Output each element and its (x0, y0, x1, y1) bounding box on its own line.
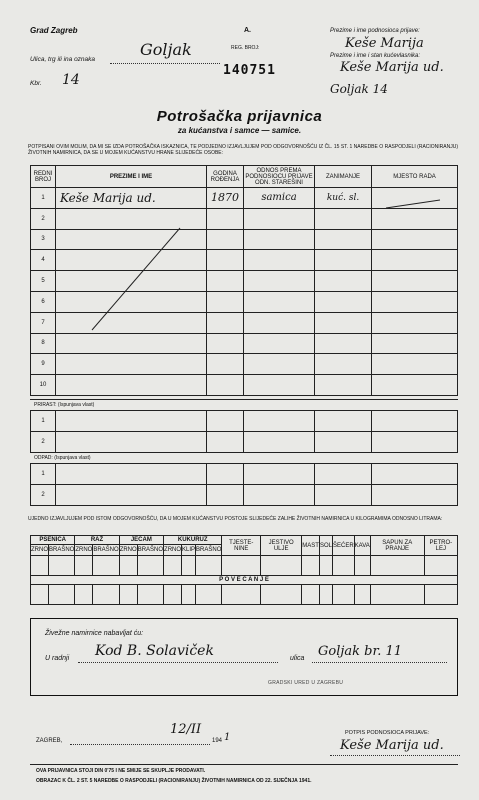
odpad_rows-empty-cell (315, 485, 372, 506)
supplies-intro: UJEDNO IZJAVLJUJEM POD ISTOM ODGOVORNOŠĆU, DA U MOJEM KUĆANSTVU POSTOJE SLIJEDEĆE ZALIHE ŽIVOTNIH NAMIRNICA U KILOGRAMIMA ODNOSNO LITRAMA: (28, 516, 443, 522)
purchase-street-value: Goljak br. 11 (318, 644, 403, 659)
supply-sub-header: BRAŠNO (137, 545, 163, 556)
supply-value-cell (49, 556, 75, 576)
supply-value-cell (31, 556, 49, 576)
supply-value-cell (370, 556, 424, 576)
supply-value-cell (332, 556, 354, 576)
year-suffix: 1 (224, 732, 231, 743)
household-label: Prezime i ime i stan kućevlasnika: (330, 53, 421, 59)
supply-sub-header: ZRNO (164, 545, 182, 556)
supply-value-cell (261, 585, 302, 605)
city-label: Grad Zagreb (30, 26, 78, 35)
supply-value-cell (75, 556, 93, 576)
supply-value-cell (182, 585, 196, 605)
supply-value-cell (137, 585, 163, 605)
signature-underline (330, 755, 460, 756)
street-label: Ulica, trg ili ina oznaka (30, 56, 96, 63)
supply-group-header: KUKURUZ (164, 536, 222, 545)
house-value: 14 (62, 72, 80, 88)
odpad_rows-empty-cell (56, 464, 207, 485)
person-num-cell: 1 (31, 188, 56, 209)
prirast_rows-empty-cell (315, 411, 372, 432)
supply-value-cell (49, 585, 75, 605)
applicant-name-value: Keše Marija (345, 36, 424, 51)
prirast_rows-empty-cell (372, 432, 458, 453)
person-num-cell: 9 (31, 354, 56, 375)
person-num-cell: 5 (31, 271, 56, 292)
supply-value-cell (182, 556, 196, 576)
supply-value-cell (222, 585, 261, 605)
col-name-header: PREZIME I IME (56, 166, 207, 188)
supply-value-cell (164, 556, 182, 576)
date-underline (70, 744, 210, 745)
prirast-table (30, 410, 458, 453)
shop-label: U radnji (45, 655, 70, 662)
supply-value-cell (222, 556, 261, 576)
supplies-values-row (31, 556, 458, 576)
prirast_rows-empty-cell (315, 432, 372, 453)
section-label: A. (244, 27, 251, 34)
supply-sub-header: ZRNO (31, 545, 49, 556)
supply-value-cell (196, 585, 222, 605)
odpad-label: ODPAD: (Ispunjava vlast) (34, 455, 91, 461)
reg-number: 140751 (223, 63, 276, 78)
prirast_rows-empty-cell (207, 432, 244, 453)
supply-value-cell (319, 585, 332, 605)
supply-value-cell (302, 556, 320, 576)
supply-value-cell (424, 585, 457, 605)
odpad_rows-row (31, 485, 458, 506)
supply-sub-header: ZRNO (75, 545, 93, 556)
shop-value: Kod B. Solaviček (95, 643, 214, 659)
prirast-divider (30, 399, 458, 400)
signature-value: Keše Marija ud. (340, 738, 444, 753)
purchase-title: Živežne namirnice nabavljat ću: (45, 630, 144, 637)
supply-item-header: KAVA (354, 536, 370, 556)
supplies-povecanje-row (31, 576, 458, 585)
prirast_rows-empty-cell (372, 411, 458, 432)
odpad_rows-row (31, 464, 458, 485)
col-relation-header: ODNOS PREMA PODNOSIOCU PRIJAVE ODN. STAREŠINI (245, 167, 313, 186)
supply-sub-header: ZRNO (119, 545, 137, 556)
prirast_rows-row (31, 411, 458, 432)
supply-sub-header: KLIP (182, 545, 196, 556)
strike-line-workplace (386, 200, 440, 208)
date-value: 12/II (170, 722, 202, 737)
shop-underline (78, 662, 278, 663)
supplies-group-row (31, 536, 458, 545)
col-occupation-header: ZANIMANJE (315, 166, 372, 188)
supply-item-header: PETRO-LEJ (424, 536, 457, 556)
strike-line-names (92, 228, 180, 330)
supply-value-cell (319, 556, 332, 576)
odpad_rows-empty-cell (56, 485, 207, 506)
supply-group-header: PŠENICA (31, 536, 75, 545)
office-stamp: GRADSKI URED U ZAGREBU (268, 680, 344, 686)
purchase-street-label: ulica (290, 655, 305, 662)
supply-value-cell (370, 585, 424, 605)
prirast_rows-empty-cell (56, 432, 207, 453)
person-occupation-cell: kuć. sl. (315, 188, 372, 209)
person-relation-cell: samica (244, 188, 315, 209)
supply-group-header: RAŽ (75, 536, 119, 545)
reg-label: REG. BROJ: (231, 45, 260, 51)
supplies-table (30, 535, 458, 605)
col-num-header: REDNI BROJ (31, 166, 56, 188)
supply-item-header: JESTIVO ULJE (261, 536, 302, 556)
supply-sub-header: BRAŠNO (93, 545, 119, 556)
supply-item-header: SAPUN ZA PRANJE (370, 536, 424, 556)
supply-value-cell (332, 585, 354, 605)
household-name-value: Keše Marija ud. (340, 60, 444, 75)
supply-group-header: JEČAM (119, 536, 163, 545)
supplies-increase-row (31, 585, 458, 605)
footer-note-price: OVA PRIJAVNICA STOJI DIN 0'75 I NE SMIJE SE SKUPLJE PRODAVATI. (36, 768, 206, 774)
prirast_rows-row (31, 432, 458, 453)
odpad_rows-empty-cell (372, 464, 458, 485)
person-num-cell: 10 (31, 375, 56, 396)
supply-sub-header: BRAŠNO (196, 545, 222, 556)
odpad_rows-num-cell: 2 (31, 485, 56, 506)
prirast_rows-empty-cell (207, 411, 244, 432)
supply-value-cell (196, 556, 222, 576)
prirast_rows-num-cell: 1 (31, 411, 56, 432)
applicant-name-label: Prezime i ime podnosioca prijave: (330, 28, 420, 34)
supply-value-cell (119, 585, 137, 605)
odpad_rows-empty-cell (372, 485, 458, 506)
prirast-label: PRIRAST: (Ispunjava vlast) (34, 402, 95, 408)
supply-value-cell (75, 585, 93, 605)
person-num-cell: 2 (31, 208, 56, 229)
odpad-table (30, 463, 458, 506)
prirast_rows-empty-cell (56, 411, 207, 432)
supply-value-cell (424, 556, 457, 576)
povecanje-label: P O V E Ć A N J E (31, 576, 458, 585)
house-label: Kbr. (30, 80, 42, 87)
supply-item-header: TJESTE-NINE (222, 536, 261, 556)
supply-value-cell (137, 556, 163, 576)
intro-text: POTPISANI OVIM MOLIM, DA MI SE IZDA POTROŠAČKA ISKAZNICA, TE PODJEDNO IZJAVLJUJEM POD ODGOVORNOŠĆU IZ ČL. 15 ST. 1 NAREDBE O RASPODJELI (RACIONIRANJU) ŽIVOTNIH NAMIRNICA, DA SE U MOJEM KUĆANSTVU HRANE SLIJEDEĆE OSOBE: (28, 144, 458, 156)
person-name-cell: Keše Marija ud. (56, 188, 207, 209)
supply-value-cell (354, 556, 370, 576)
supply-value-cell (119, 556, 137, 576)
supply-value-cell (31, 585, 49, 605)
footer-divider (30, 764, 458, 765)
supply-value-cell (302, 585, 320, 605)
supply-item-header: MAST (302, 536, 320, 556)
prirast_rows-num-cell: 2 (31, 432, 56, 453)
household-addr-value: Goljak 14 (330, 82, 388, 96)
supply-value-cell (261, 556, 302, 576)
col-year-header: GODINA ROĐENJA (207, 166, 244, 188)
odpad_rows-empty-cell (207, 464, 244, 485)
person-num-cell: 8 (31, 333, 56, 354)
odpad_rows-empty-cell (244, 485, 315, 506)
supply-item-header: SOL (319, 536, 332, 556)
person-num-cell: 6 (31, 291, 56, 312)
col-workplace-header: MJESTO RADA (372, 166, 458, 188)
purchase-street-underline (312, 662, 447, 663)
prirast_rows-empty-cell (244, 432, 315, 453)
person-num-cell: 7 (31, 312, 56, 333)
supply-sub-header: BRAŠNO (49, 545, 75, 556)
person-num-cell: 3 (31, 229, 56, 250)
odpad_rows-empty-cell (207, 485, 244, 506)
person-num-cell: 4 (31, 250, 56, 271)
supply-item-header: ŠEĆER (332, 536, 354, 556)
form-subtitle: za kućanstva i samce — samice. (177, 126, 302, 135)
supply-value-cell (164, 585, 182, 605)
prirast_rows-empty-cell (244, 411, 315, 432)
footer-note-form: OBRAZAC K ČL. 2 ST. 5 NAREDBE O RASPODJELI (RACIONIRANJU) ŽIVOTNIH NAMIRNICA OD 22. SIJEČNJA 1941. (36, 778, 312, 784)
supply-value-cell (93, 585, 119, 605)
supply-value-cell (354, 585, 370, 605)
odpad_rows-num-cell: 1 (31, 464, 56, 485)
supply-value-cell (93, 556, 119, 576)
person-year-cell: 1870 (207, 188, 244, 209)
sign-label: POTPIS PODNOSIOCA PRIJAVE: (345, 730, 430, 736)
street-value: Goljak (140, 40, 192, 59)
form-title: Potrošačka prijavnica (156, 108, 323, 125)
odpad_rows-empty-cell (315, 464, 372, 485)
place-label: ZAGREB, (36, 738, 63, 744)
year-prefix: 194 (212, 738, 223, 744)
odpad_rows-empty-cell (244, 464, 315, 485)
